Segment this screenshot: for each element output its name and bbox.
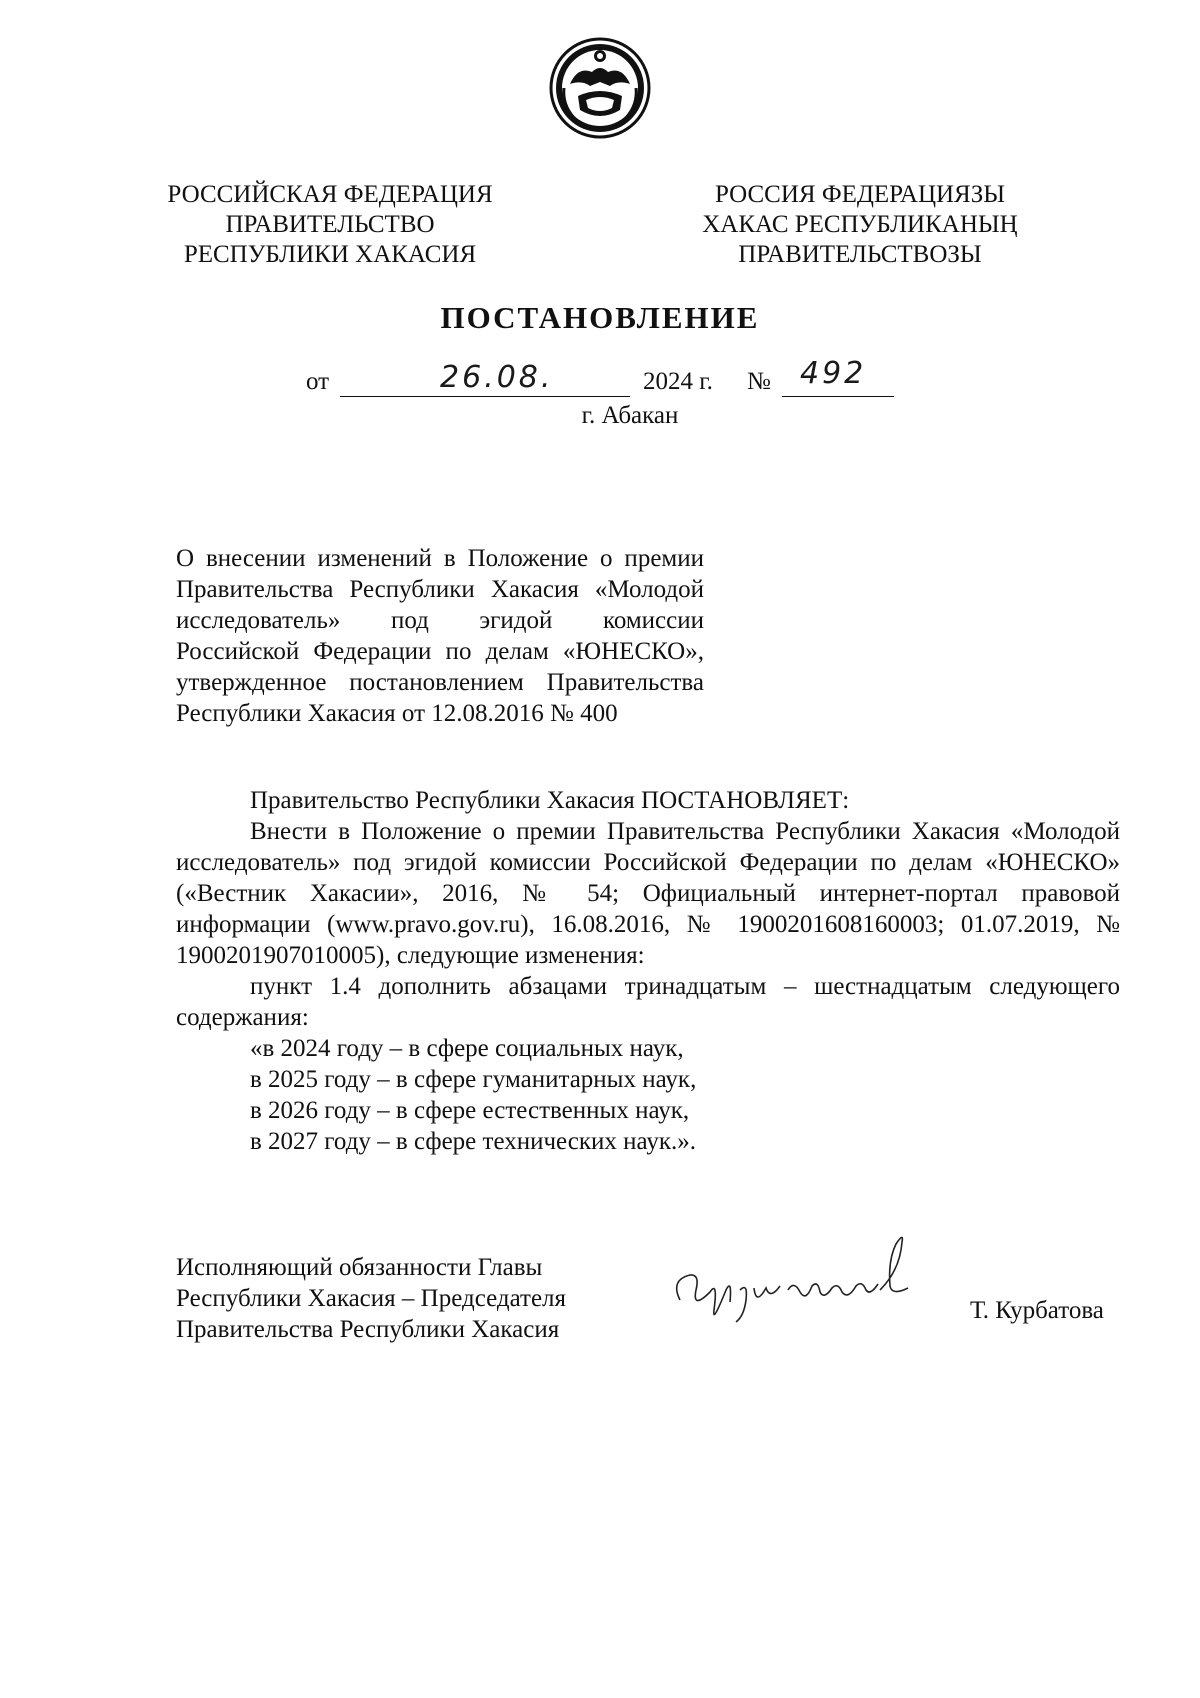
coat-of-arms-emblem xyxy=(548,36,652,140)
list-item: в 2026 году – в сфере естественных наук, xyxy=(250,1097,690,1124)
signatory-name: Т. Курбатова xyxy=(970,1297,1104,1324)
header-right xyxy=(690,180,1030,270)
body-block xyxy=(176,785,1120,1157)
position-line-3: Правительства Республики Хакасия xyxy=(176,1316,560,1343)
handwritten-signature xyxy=(670,1230,940,1340)
signatory-position xyxy=(176,1252,566,1345)
subject-line-6: Республики Хакасия от 12.08.2016 № 400 xyxy=(176,700,618,727)
header-left xyxy=(160,180,500,270)
subject-line-1: О внесении изменений в Положение о премии xyxy=(176,545,704,572)
subject-line-4: Российской Федерации по делам «ЮНЕСКО», xyxy=(176,638,704,665)
position-line-1: Исполняющий обязанности Главы xyxy=(176,1254,543,1281)
subject-line-3: исследователь» под эгидой комиссии xyxy=(176,607,704,634)
body-paragraph-2: пункт 1.4 дополнить абзацами тринадцатым – шестнадцатым следующего содержания: xyxy=(176,973,1120,1031)
position-line-2: Республики Хакасия – Председателя xyxy=(176,1285,567,1312)
header-left-line-2: ПРАВИТЕЛЬСТВО xyxy=(225,211,435,238)
subject-line-5: утвержденное постановлением Правительства xyxy=(176,669,704,696)
number-underline xyxy=(782,396,894,397)
date-underline xyxy=(340,396,630,397)
year-label: 2024 г. xyxy=(643,368,713,395)
list-item: «в 2024 году – в сфере социальных наук, xyxy=(250,1035,684,1062)
header-right-line-2: ХАКАС РЕСПУБЛИКАНЫҢ xyxy=(702,211,1018,238)
decree-line: Правительство Республики Хакасия ПОСТАНОВЛЯЕТ: xyxy=(250,787,850,814)
city: г. Абакан xyxy=(581,402,679,429)
header-right-line-1: РОССИЯ ФЕДЕРАЦИЯЗЫ xyxy=(714,181,1006,208)
header-left-line-1: РОССИЙСКАЯ ФЕДЕРАЦИЯ xyxy=(167,181,493,208)
header-right-line-3: ПРАВИТЕЛЬСТВОЗЫ xyxy=(738,241,982,268)
list-item: в 2027 году – в сфере технических наук.». xyxy=(250,1128,696,1155)
date-handwritten: 26.08. xyxy=(440,360,554,395)
number-handwritten: 492 xyxy=(800,356,867,391)
header-left-line-3: РЕСПУБЛИКИ ХАКАСИЯ xyxy=(183,241,477,268)
subject-block xyxy=(176,543,704,729)
body-paragraph-1: Внести в Положение о премии Правительства Республики Хакасия «Молодой исследователь» под эгидой комиссии Российской Федерации по делам «ЮНЕСКО» («Вестник Хакасии», 2016, № 54; Официальный интернет-портал правовой информации (www.pravo.gov.ru), 16.08.2016, № 1900201608160003; 01.07.2019, № 1900201907010005), следующие изменения: xyxy=(176,818,1120,969)
list-item: в 2025 году – в сфере гуманитарных наук, xyxy=(250,1066,697,1093)
date-prefix: от xyxy=(306,368,330,395)
document-title: ПОСТАНОВЛЕНИЕ xyxy=(440,300,760,335)
subject-line-2: Правительства Республики Хакасия «Молодой xyxy=(176,576,704,603)
number-sign: № xyxy=(747,368,771,395)
